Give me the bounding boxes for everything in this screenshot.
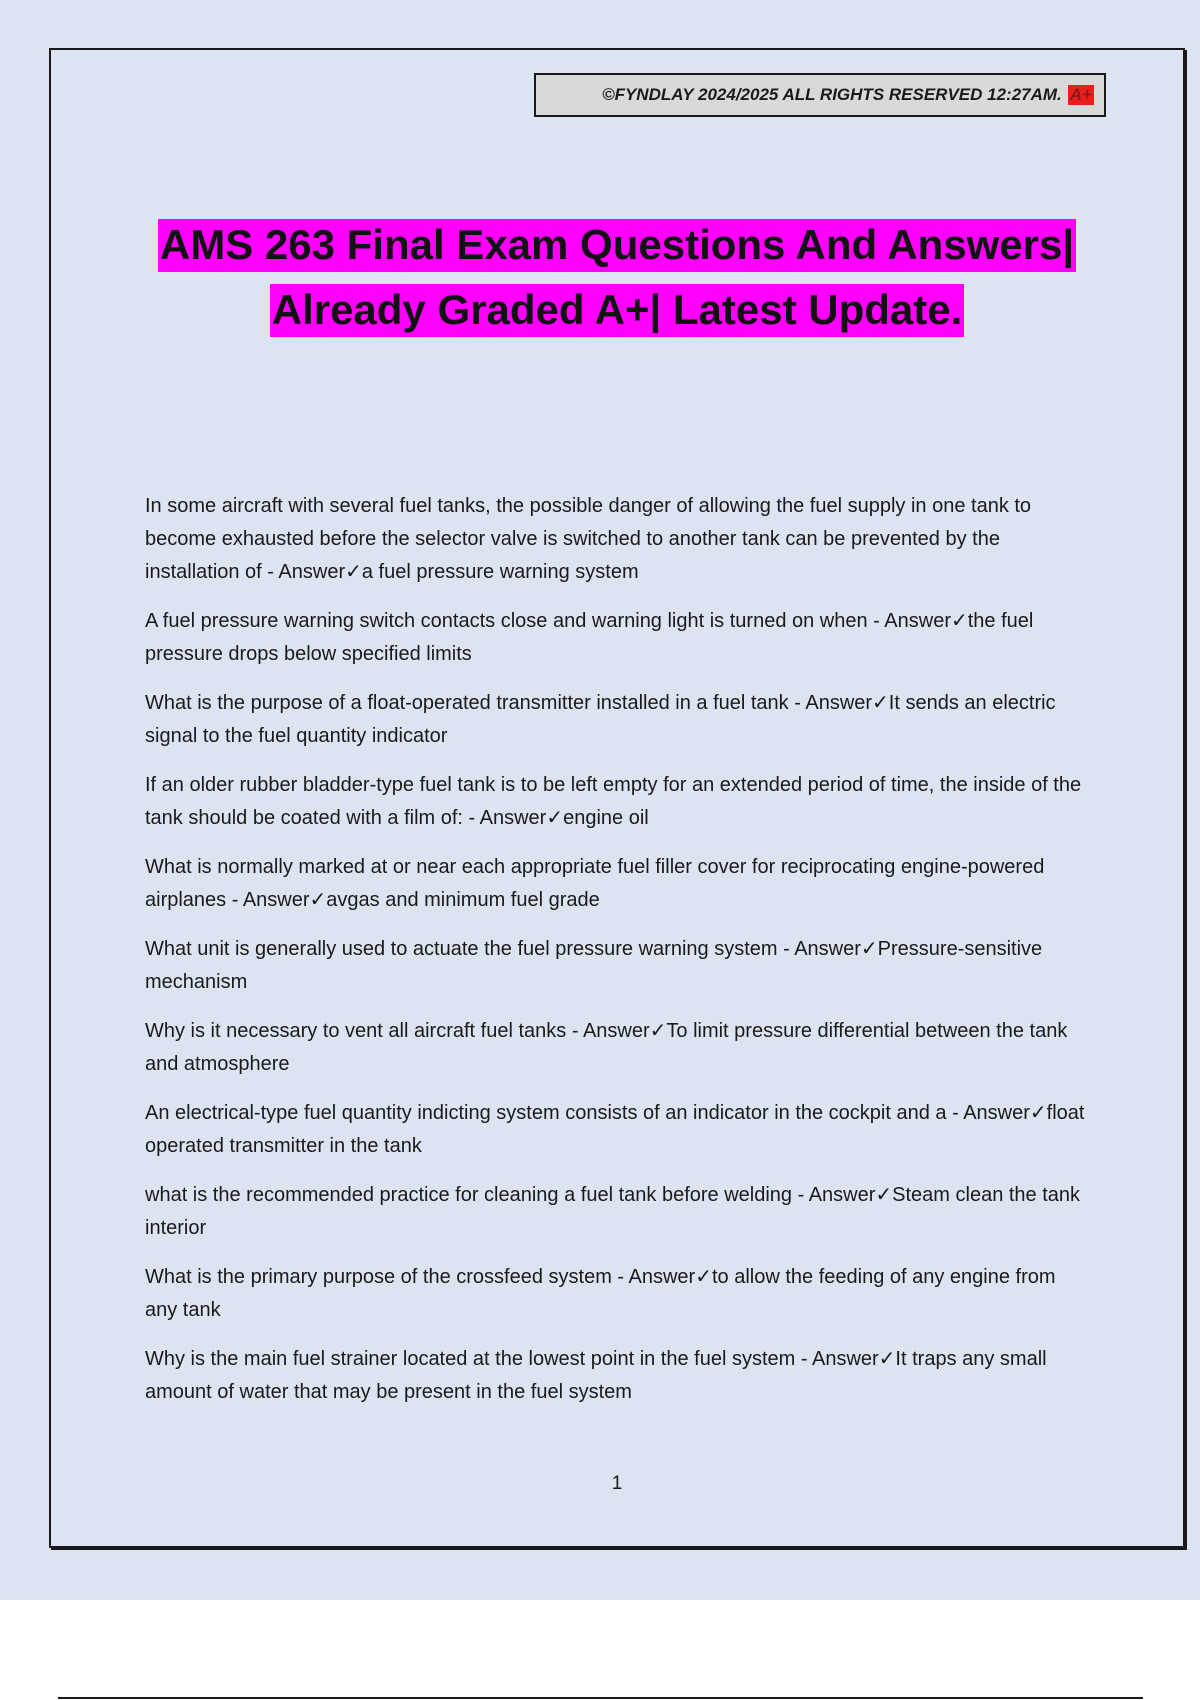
- next-page-rule: [58, 1697, 1143, 1699]
- title-line-1: AMS 263 Final Exam Questions And Answers|: [158, 219, 1076, 272]
- qa-item: Why is it necessary to vent all aircraft fuel tanks - Answer✓To limit pressure differential between the tank and atmosphere: [145, 1020, 1068, 1075]
- qa-item: In some aircraft with several fuel tanks, the possible danger of allowing the fuel supply in one tank to become exhausted before the selector valve is switched to another tank can be prevented by the installation of - Answer✓a fuel pressure warning system: [145, 495, 1032, 583]
- qa-item: What unit is generally used to actuate the fuel pressure warning system - Answer✓Pressure-sensitive mechanism: [145, 938, 1043, 993]
- qa-item: An electrical-type fuel quantity indicting system consists of an indicator in the cockpit and a - Answer✓float operated transmitter in the tank: [145, 1102, 1085, 1157]
- qa-item: what is the recommended practice for cleaning a fuel tank before welding - Answer✓Steam clean the tank interior: [145, 1184, 1081, 1239]
- grade-mark: A+: [1069, 85, 1092, 104]
- copyright-text: ©FYNDLAY 2024/2025 ALL RIGHTS RESERVED 12:27AM.: [602, 85, 1062, 104]
- copyright-banner: [534, 73, 1106, 117]
- qa-item: Why is the main fuel strainer located at the lowest point in the fuel system - Answer✓It traps any small amount of water that may be present in the fuel system: [145, 1348, 1047, 1403]
- qa-item: What is normally marked at or near each appropriate fuel filler cover for reciprocating engine-powered airplanes - Answer✓avgas and minimum fuel grade: [145, 856, 1045, 911]
- qa-item: What is the purpose of a float-operated transmitter installed in a fuel tank - Answer✓It sends an electric signal to the fuel quantity indicator: [145, 692, 1056, 747]
- qa-item: A fuel pressure warning switch contacts close and warning light is turned on when - Answer✓the fuel pressure drops below specified limits: [145, 610, 1034, 665]
- page-number: 1: [611, 1473, 623, 1494]
- document-title: [80, 212, 1154, 342]
- qa-list: [145, 490, 1085, 1425]
- qa-item: If an older rubber bladder-type fuel tank is to be left empty for an extended period of time, the inside of the tank should be coated with a film of: - Answer✓engine oil: [145, 774, 1082, 829]
- title-line-2: Already Graded A+| Latest Update.: [270, 284, 965, 337]
- qa-item: What is the primary purpose of the crossfeed system - Answer✓to allow the feeding of any engine from any tank: [145, 1266, 1056, 1321]
